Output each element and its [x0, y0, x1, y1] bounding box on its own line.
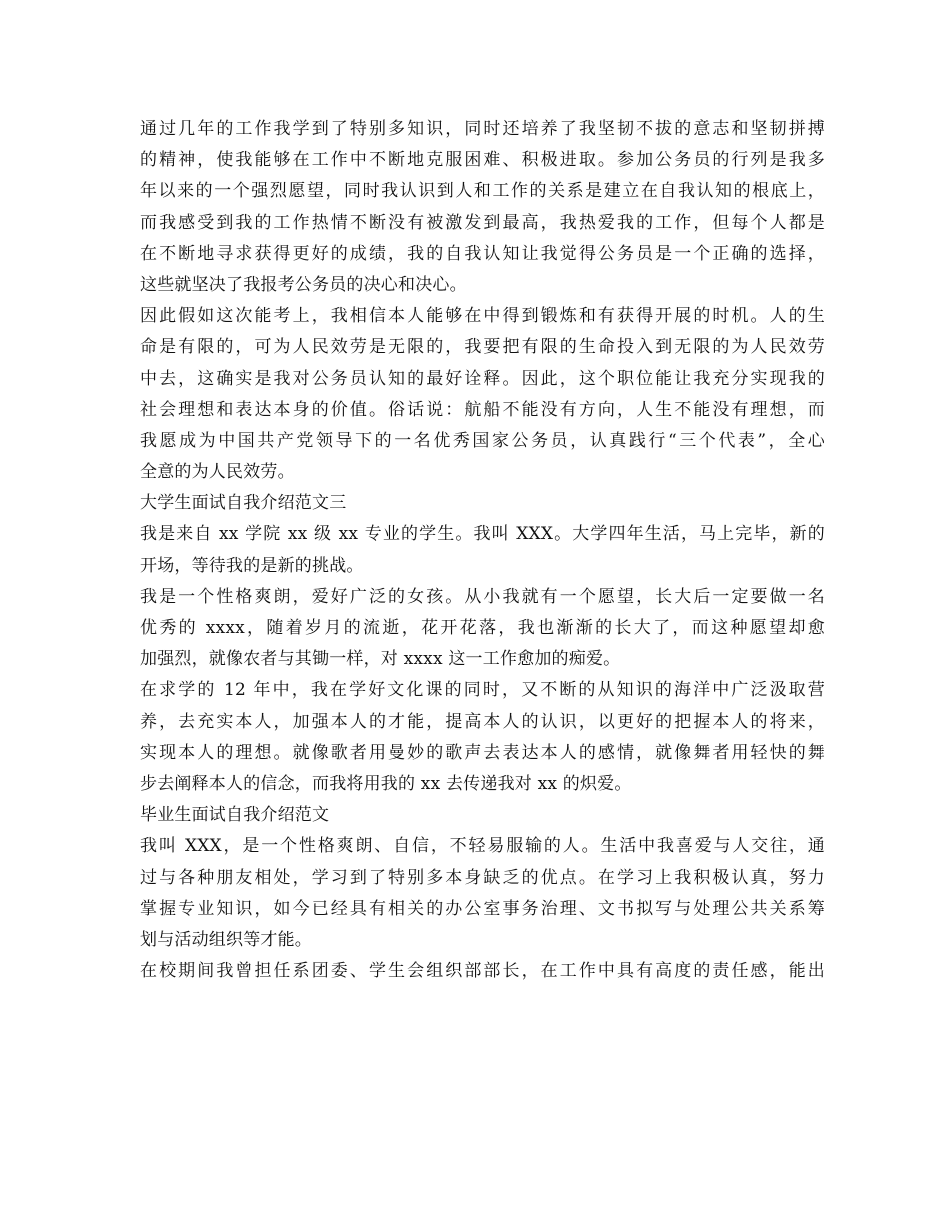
text-line: 掌握专业知识，如今已经具有相关的办公室事务治理、文书拟写与处理公共关系筹 [140, 898, 825, 919]
text-line: 我叫 XXX，是一个性格爽朗、自信，不轻易服输的人。生活中我喜爱与人交往，通 [140, 836, 825, 857]
section-heading: 大学生面试自我介绍范文三 [140, 493, 347, 514]
text-line: 在校期间我曾担任系团委、学生会组织部部长，在工作中具有高度的责任感，能出 [140, 961, 825, 982]
text-line: 开场，等待我的是新的挑战。 [140, 555, 364, 576]
text-line: 在不断地寻求获得更好的成绩，我的自我认知让我觉得公务员是一个正确的选择， [140, 243, 825, 264]
text-line: 这些就坚决了我报考公务员的决心和决心。 [140, 274, 467, 295]
text-line: 加强烈，就像农者与其锄一样，对 xxxx 这一工作愈加的痴爱。 [140, 649, 621, 670]
text-line: 年以来的一个强烈愿望，同时我认识到人和工作的关系是建立在自我认知的根底上， [140, 181, 825, 202]
text-line: 我是来自 xx 学院 xx 级 xx 专业的学生。我叫 XXX。大学四年生活，马上完毕，新的 [140, 524, 825, 545]
text-line: 划与活动组织等才能。 [140, 929, 312, 950]
text-line: 通过几年的工作我学到了特别多知识，同时还培养了我坚韧不拔的意志和坚韧拼搏 [140, 119, 825, 139]
text-line: 在求学的 12 年中，我在学好文化课的同时，又不断的从知识的海洋中广泛汲取营 [140, 680, 825, 701]
text-line: 过与各种朋友相处，学习到了特别多本身缺乏的优点。在学习上我积极认真，努力 [140, 867, 825, 888]
text-line: 因此假如这次能考上，我相信本人能够在中得到锻炼和有获得开展的时机。人的生 [140, 306, 825, 327]
text-line: 而我感受到我的工作热情不断没有被激发到最高，我热爱我的工作，但每个人都是 [140, 212, 825, 233]
text-line: 步去阐释本人的信念，而我将用我的 xx 去传递我对 xx 的炽爱。 [140, 773, 632, 794]
text-line: 社会理想和表达本身的价值。俗话说：航船不能没有方向，人生不能没有理想，而 [140, 399, 825, 420]
text-line: 中去，这确实是我对公务员认知的最好诠释。因此，这个职位能让我充分实现我的 [140, 368, 825, 389]
section-heading: 毕业生面试自我介绍范文 [140, 805, 330, 826]
text-line: 我是一个性格爽朗，爱好广泛的女孩。从小我就有一个愿望，长大后一定要做一名 [140, 586, 825, 607]
text-line: 全意的为人民效劳。 [140, 462, 295, 483]
text-line: 实现本人的理想。就像歌者用曼妙的歌声去表达本人的感情，就像舞者用轻快的舞 [140, 742, 825, 763]
document-body [140, 114, 825, 987]
text-line: 的精神，使我能够在工作中不断地克服困难、积极进取。参加公务员的行列是我多 [140, 150, 825, 171]
text-line: 优秀的 xxxx，随着岁月的流逝，花开花落，我也渐渐的长大了，而这种愿望却愈 [140, 618, 825, 638]
text-line: 养，去充实本人，加强本人的才能，提高本人的认识，以更好的把握本人的将来， [140, 711, 825, 732]
text-line: 命是有限的，可为人民效劳是无限的，我要把有限的生命投入到无限的为人民效劳 [140, 337, 825, 358]
text-line: 我愿成为中国共产党领导下的一名优秀国家公务员，认真践行“三个代表”，全心 [140, 430, 825, 451]
